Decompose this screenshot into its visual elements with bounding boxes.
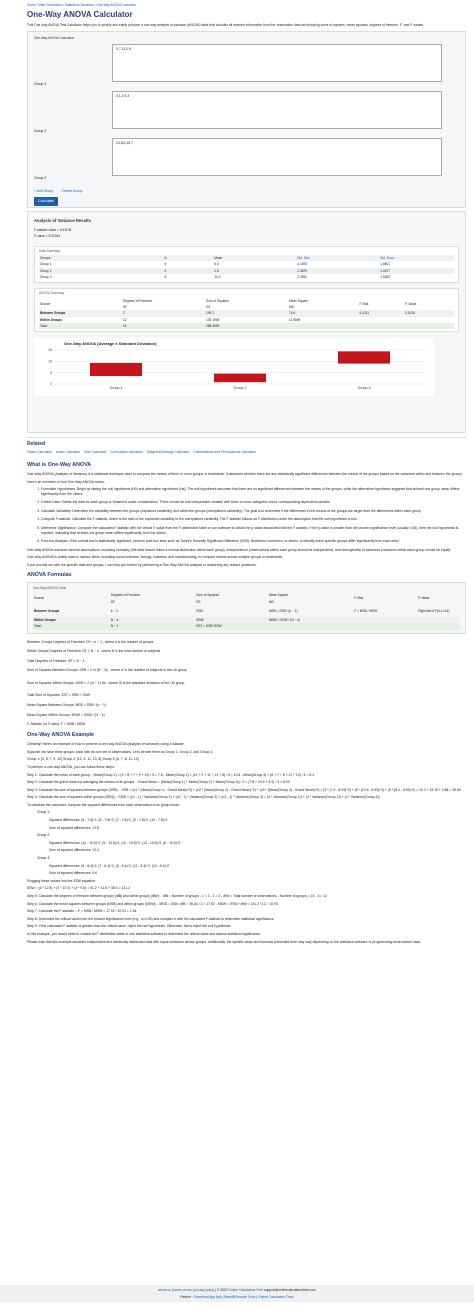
table-cell: Between Groups (39, 310, 122, 316)
footer-terms-link[interactable]: terms of use (173, 1288, 192, 1293)
list-item: 3. Calculate Variability: Determine the variability between the groups (explained variability) and within the groups (unexplained variability). The goal is to determine if the differences in the means of the groups are larger than the differences within each group. (41, 509, 466, 514)
footer-copyright: © 2023 (216, 1288, 228, 1293)
table-header: Source (34, 596, 45, 601)
footer-partner-link[interactable]: Base64Decode Tools (224, 1294, 256, 1299)
table-cell: 1.5362 (380, 274, 391, 279)
table-row (39, 323, 454, 329)
formula-list (27, 640, 466, 727)
data-summary-panel (34, 246, 459, 284)
related-title: Related (27, 441, 46, 448)
list-item: 2. Collect Data: Gather the data for each group or treatment under consideration. There should be one independent variable with three or more categories and a corresponding dependent variable. (41, 500, 466, 505)
list-item: 4. Compute F-statistic: Calculate the F-statistic, which is the ratio of the explained variability to the unexplained variability. The F-statistic follows an F-distribution under the assumption that the null hypothesis is true. (41, 517, 466, 522)
table-cell: Group 3 (40, 274, 52, 279)
group-label-2: Group 2 (34, 128, 47, 133)
table-cell: 12 (123, 317, 127, 322)
formula-line: Mean Square Between Groups: MSB = SSB / (k − 1) (27, 703, 106, 708)
chart-y-tick-label: 0 (50, 382, 52, 387)
group-2-textarea[interactable]: 0,1,4,9,3 (112, 91, 442, 129)
footer-site-link[interactable]: Online Calculators Free (228, 1288, 264, 1293)
group-actions (34, 189, 459, 194)
table-cell: Total: (39, 323, 122, 329)
chart-x-tick-label: Group 1 (109, 386, 123, 391)
formula-line: Sum of Squares Between Groups: SSB = Σ ni (x̄i − x̄)² , where ni is the number of subjects in the i-th group (27, 668, 187, 673)
table-header: DF (123, 304, 128, 309)
table-cell: MSW = SSW / (N − k) (268, 617, 353, 623)
chart-y-tick-label: 5 (50, 371, 52, 376)
group-label-3: Group 3 (34, 175, 47, 180)
example-title: One-Way ANOVA Example (27, 731, 94, 738)
example-line: In this example, you would need to consult an F-distribution table or use statistical software to determine the critical value and assess statistical significance. (27, 931, 262, 936)
footer-email: support@onlinecalculatorsfree.com (264, 1288, 316, 1293)
page-title: One-Way ANOVA Calculator (27, 10, 133, 19)
example-group2-title: Group 2: (37, 833, 51, 838)
group-row-1 (34, 44, 459, 91)
related-section (27, 437, 466, 457)
table-header: Mean (213, 255, 296, 261)
table-cell: 0.0126 (404, 310, 454, 316)
table-cell: 4.1593 (297, 262, 308, 267)
chart-x-tick-label: Group 3 (357, 386, 371, 391)
example-line: To perform a one-way ANOVA, you can follow these steps: (27, 764, 115, 769)
results-title: Analysis of Variance Results (34, 218, 92, 224)
footer-partner-link[interactable]: Download App Apk (193, 1294, 222, 1299)
group-3-textarea[interactable]: 13,8,8,15,7 (112, 138, 442, 176)
table-cell: N − 1 (110, 623, 195, 629)
example-line: Suppose we have three groups, each with its own set of observations. Let's denote them as Group 1, Group 2, and Group 3. (27, 749, 214, 754)
add-group-link[interactable]: + Add Group (34, 188, 54, 193)
anova-chart (34, 338, 459, 396)
calculator-panel (27, 31, 466, 208)
table-cell (268, 623, 353, 629)
group-row-2 (34, 91, 459, 138)
calculate-button[interactable]: Calculate (34, 197, 58, 206)
example-line: Step 8: Determine the critical value from the chosen significance level (e.g., α=0.05) and compare it with the calculated F-statistic to determine statistical significance. (27, 916, 275, 921)
related-links (27, 450, 466, 454)
table-header: F-Stat (354, 596, 363, 601)
table-cell: MSB = SSB / (k − 1) (268, 608, 298, 613)
table-cell: Group 1 (40, 262, 52, 267)
example-line: Certainly! Here's an example of how to perform a one-way ANOVA (analysis of variance) using a dataset: (27, 742, 185, 747)
table-header: Sum of Squares (196, 593, 220, 598)
example-group2-sum: Sum of squared differences: 10.4 (49, 848, 99, 853)
footer-partner-link[interactable]: Online Calculators Tools (258, 1294, 294, 1299)
what-is-p2: Here's an overview of how One-Way ANOVA works: (27, 479, 105, 484)
list-item: 6. Post-hoc Analysis: If the overall test is statistically significant, perform post-hoc tests such as Tukey's Honestly Significant Difference (HSD), Bonferroni correction, or others, to identify which specific groups differ significantly from each other. (41, 539, 466, 544)
table-row (33, 605, 460, 617)
anova-summary-title: ANOVA Summary (39, 291, 65, 296)
table-header: DF (110, 599, 116, 604)
example-line: Step 2: Calculate the grand mean by averaging the means of all groups: - Grand Mean = (Mean(Group 1) + Mean(Group 2) + Mean(Group 3)) / 3 = (7.8 + 10.6 + 8.4) / 3 = 8.93 (27, 780, 290, 785)
footer (0, 1285, 474, 1302)
table-header: Mean Square (289, 298, 309, 303)
table-cell: Group 2 (39, 268, 164, 274)
table-cell: 74.6 (288, 310, 359, 316)
footer-row-2: Partner : Download App Apk | Base64Decode Tools | Online Calculators Tools (180, 1294, 294, 1299)
what-is-p3: One-Way ANOVA assumes several assumptions, including normality (the data should follow a normal distribution within each group), independence (observations within each group should be independent), and homogeneity of variances (variances within each group should be equal). (27, 547, 452, 552)
example-line: Plugging these values into the SSW equation: (27, 878, 96, 883)
related-link[interactable]: Convolution calculator (110, 450, 143, 455)
table-header: P-Value (418, 596, 430, 601)
table-cell: SST = SSB+SSW (195, 623, 268, 629)
formulas-table (33, 592, 460, 629)
example-line: Step 3: Calculate the sum of squares between groups (SSB): - SSB = (n1 * (Mean(Group 1) - Grand Mean)^2) + (n2 * (Mean(Group 2) - Grand Mean)^2) + (n3 * (Mean(Group 3) - Grand Mean)^2) = (5 * (7.8 - 8.93)^2) + (5 * (10.6 - 8.93)^2) + (5 * (8.4 - 8.93)^2) = 19.2 + 15.76 + 0.88 = 35.84 (27, 787, 461, 792)
what-is-title: What is One-Way ANOVA (27, 461, 92, 468)
chart-y-tick-label: 15 (48, 348, 52, 353)
anova-summary-panel (34, 288, 459, 332)
example-group3-sum: Sum of squared differences: 9.6 (49, 871, 98, 876)
chart-bar (90, 363, 142, 376)
table-header: SS (196, 599, 201, 604)
table-header: SS (206, 304, 211, 309)
data-summary-title: Data Summary (39, 248, 61, 253)
table-header: MS (289, 304, 294, 309)
table-header: P-Value (405, 301, 417, 306)
data-summary-table (39, 255, 454, 280)
table-cell: 11.5599 (289, 317, 301, 322)
chart-x-tick-label: Group 2 (233, 386, 247, 391)
footer-privacy-link[interactable]: privacy policy (194, 1288, 215, 1293)
table-header: MS (268, 599, 274, 604)
formula-line: Total Sum of Squares: SST = SSB + SSW (27, 693, 91, 698)
breadcrumb-stat[interactable]: Statistical Calculator (64, 3, 94, 7)
formulas-title: ANOVA Formulas (27, 571, 72, 578)
example-line: Group 1: [5, 8, 7, 9, 10] Group 2: [12, 9, 11, 13, 8] Group 3: [6, 7, 8, 11, 10] (27, 757, 139, 762)
example-line: To calculate the variances, compute the squared differences from each observation to its group mean: (27, 802, 180, 807)
chart-title: One-Way ANOVA [Average ± Standard Deviation] (64, 341, 157, 347)
group-1-textarea[interactable]: 5,7,11,2,5 (112, 44, 442, 82)
breadcrumb: Home / Math Calculators / Statistical Calculator / One-Way ANOVA Calculator (27, 3, 137, 7)
table-cell: Between Groups (34, 608, 60, 613)
related-link[interactable]: Combinations and Permutations Calculator (193, 450, 256, 455)
example-group3-sq: Squared differences: (6 - 8.4)^2, (7 - 8.4)^2, (8 - 8.4)^2, (11 - 8.4)^2, (10 - 8.4)^2 (49, 863, 169, 868)
table-cell: 1.8601 (380, 262, 391, 267)
table-row (39, 274, 454, 280)
table-cell: 10.4 (214, 274, 221, 279)
table-cell: SSW (195, 617, 268, 623)
table-cell: 3.4351 (297, 274, 308, 279)
example-line: Step 9: If the calculated F-statistic is greater than the critical value, reject the null hypothesis. Otherwise, fail to reject the null hypothesis. (27, 924, 232, 929)
formulas-table-panel (27, 582, 466, 634)
table-header: Sum of Squares (206, 298, 229, 303)
example-line: Please note that this example assumes independent and identically distributed data with equal variances across groups. Additionally, the specific steps and formulas presented here may vary depending on the statistical software or programming environment used. (27, 939, 422, 944)
breadcrumb-home[interactable]: Home (27, 3, 36, 7)
table-cell (353, 623, 417, 629)
table-cell: Within Groups (40, 317, 62, 322)
related-link[interactable]: Sine Calculator (84, 450, 107, 455)
intro-text: This One-way ANOVA Test Calculator helps you to quickly and easily produce a one-way analysis of variance (ANOVA) table that includes all relevant information from the observation data set including sums of squares, mean squares, degrees of freedom, F- and P-values. (27, 23, 424, 27)
table-header: F-Stat (359, 301, 369, 306)
table-header: Std. Error (379, 255, 454, 261)
table-cell: 149.2 (205, 310, 288, 316)
table-cell: 2 (122, 310, 205, 316)
group-row-3 (34, 138, 459, 185)
delete-group-link[interactable]: - Delete Group (60, 188, 83, 193)
what-is-p4: One-Way ANOVA is widely used in various fields, including social sciences, biology, business, and manufacturing, to compare means across multiple groups or treatments. (27, 555, 284, 560)
chart-y-tick-label: 10 (48, 359, 52, 364)
footer-about-link[interactable]: about us (158, 1288, 171, 1293)
table-cell: 288.3994 (205, 323, 288, 329)
anova-summary-table (39, 298, 454, 330)
table-cell: 5 (164, 262, 167, 267)
chart-bar (338, 352, 390, 364)
footer-row-1: about us | terms of use | privacy policy | © 2023 Online Calculators Free support@onlinecalculatorsfree.com (158, 1288, 316, 1293)
table-header: Degrees of Freedom (123, 298, 153, 303)
formula-line: Between Groups Degrees of Freedom: DF = k − 1 , where k is the number of groups (27, 639, 154, 644)
related-link[interactable]: Factor Calculator (27, 450, 53, 455)
table-cell (359, 323, 405, 329)
formulas-table-title: One-Way ANOVA Table (33, 585, 67, 590)
table-cell: SSB (196, 608, 203, 613)
table-cell: 5 (164, 274, 167, 279)
example-line: Step 6: Calculate the mean squares between groups (MSB) and within groups (MSW): - MSB = SSB / dfB = 35.84 / 2 = 17.92 - MSW = SSW / dfW = 131.2 / 12 = 10.93 (27, 901, 278, 906)
example-line: Step 4: Calculate the sum of squares within groups (SSW): - SSW = (n1 - 1) * Variance(Group 1) + (n2 - 1) * Variance(Group 2) + (n3 - 1) * Variance(Group 3) = (4 * Variance(Group 1)) + (4 * Variance(Group 2)) + (4 * Variance(Group 3)) (27, 795, 380, 800)
f-stat-value: F-statistic value = 6.43106 (34, 228, 72, 233)
formula-line: Within Groups Degrees of Freedom: DF = N − k , where N is the total number of subjects (27, 649, 161, 654)
table-header: N (164, 255, 214, 261)
breadcrumb-current[interactable]: One-Way ANOVA Calculator (96, 3, 137, 7)
example-group1-sum: Sum of squared differences: 12.8 (49, 825, 99, 830)
table-header: Degrees of Freedom (110, 593, 141, 598)
calculator-legend: One-Way ANOVA Calculator (34, 36, 75, 41)
table-header: Std. Dev. (296, 255, 379, 261)
table-cell: 2.3875 (296, 268, 379, 274)
example-line: Step 7: Calculate the F-statistic: - F = MSB / MSW = 17.92 / 10.93 = 1.64 (27, 909, 137, 914)
table-cell: Right tail of F(k-1,N-k) (418, 608, 450, 613)
what-is-steps (27, 487, 466, 544)
p-value: P-value = 0.01264 (34, 234, 60, 239)
results-panel (27, 211, 466, 433)
chart-bar (214, 374, 266, 383)
table-cell (417, 623, 460, 629)
formula-line: Mean Square Within Groups: MSW = SSW / (N − k) (27, 712, 105, 717)
example-line: Step 5: Calculate the degrees of freedom between groups (dfB) and within groups (dfW): - dfB = Number of groups - 1 = 3 - 1 = 2 - dfW = Total number of observations - Number of groups = 15 - 3 = 12 (27, 894, 327, 899)
what-is-p5: If you provide me with the specific data and groups, I can help you further by performing a One-Way ANOVA analysis or answering any related questions. (27, 563, 257, 568)
table-cell: 5 (164, 268, 214, 274)
list-item: 1. Formulate Hypotheses: Begin by stating the null hypothesis (H0) and alternative hypothesis (Ha). The null hypothesis assumes that there are no significant differences between the means of the groups, while the alternative hypothesis suggests that at least one group mean differs significantly from the others. (41, 487, 466, 496)
table-cell: 2.8 (213, 268, 296, 274)
table-cell: 14 (122, 323, 205, 329)
what-is-p1: One-Way ANOVA (Analysis of Variance) is a statistical technique used to compare the means of three or more groups or treatments. It assesses whether there are any statistically significant differences between the means of the groups based on the variances within and between the groups. (27, 471, 463, 476)
table-cell: Within Groups (33, 617, 110, 623)
table-cell: k − 1 (110, 608, 118, 613)
example-group1-title: Group 1: (37, 810, 51, 815)
table-cell: 1.0677 (379, 268, 454, 274)
table-row (33, 623, 460, 629)
footer-partner-label: Partner : (180, 1294, 194, 1299)
related-link[interactable]: Antan Calculator (55, 450, 81, 455)
table-cell: 139.1994 (206, 317, 220, 322)
table-cell (288, 323, 359, 329)
example-line: SSW = (4 * 12.8) + (4 * 10.4) + (4 * 9.6) = 51.2 + 41.6 + 38.4 = 131.2 (27, 886, 131, 891)
example-group1-sq: Squared differences: (5 - 7.8)^2, (8 - 7.8)^2, (7 - 7.8)^2, (9 - 7.8)^2, (10 - 7.8)^2 (49, 818, 168, 823)
table-cell: 5.4 (214, 262, 219, 267)
example-group2-sq: Squared differences: (12 - 10.6)^2, (9 - 10.6)^2, (11 - 10.6)^2, (13 - 10.6)^2, (8 - 10.6)^2 (49, 840, 181, 845)
formula-line: Total Degrees of Freedom: DF = N − 1 (27, 658, 85, 663)
example-line: Step 1: Calculate the mean of each group: - Mean(Group 1) = (5 + 8 + 7 + 9 + 10) / 5 = 7.8 - Mean(Group 2) = (12 + 9 + 11 + 13 + 8) / 5 = 10.6 - Mean(Group 3) = (6 + 7 + 8 + 11 + 10) / 5 = 8.4 (27, 772, 315, 777)
list-item: 5. Determine Significance: Compare the calculated F-statistic with the critical F-value from the F-distribution table or use software to obtain the p-value associated with the F-statistic. If the p-value is smaller than the chosen significance level (usually 0.05), then the null hypothesis is rejected, indicating that at least one group mean differs significantly from the others. (41, 526, 466, 535)
table-header: Mean Square (268, 593, 288, 598)
example-group3-title: Group 3: (37, 856, 51, 861)
table-cell: N − k (110, 617, 195, 623)
table-header: Groups (39, 255, 164, 261)
breadcrumb-math[interactable]: Math Calculators (38, 3, 63, 7)
group-label-1: Group 1 (34, 81, 47, 86)
related-link[interactable]: Weighted Average Calculator (146, 450, 190, 455)
table-cell: F = MSB / MSW (354, 608, 378, 613)
table-cell: Total: (33, 623, 110, 629)
table-cell: 6.4311 (359, 310, 405, 316)
formula-line: Sum of Squares Within Groups: SSW = Σ (ni − 1) Si² , where Si is the standard deviation of the i-th group (27, 680, 185, 685)
table-header: Source (40, 301, 51, 306)
table-cell (404, 323, 454, 329)
formula-line: F-Statistic (or F-ratio): F = MSB / MSW (27, 722, 86, 727)
anova-chart-svg (34, 338, 434, 396)
